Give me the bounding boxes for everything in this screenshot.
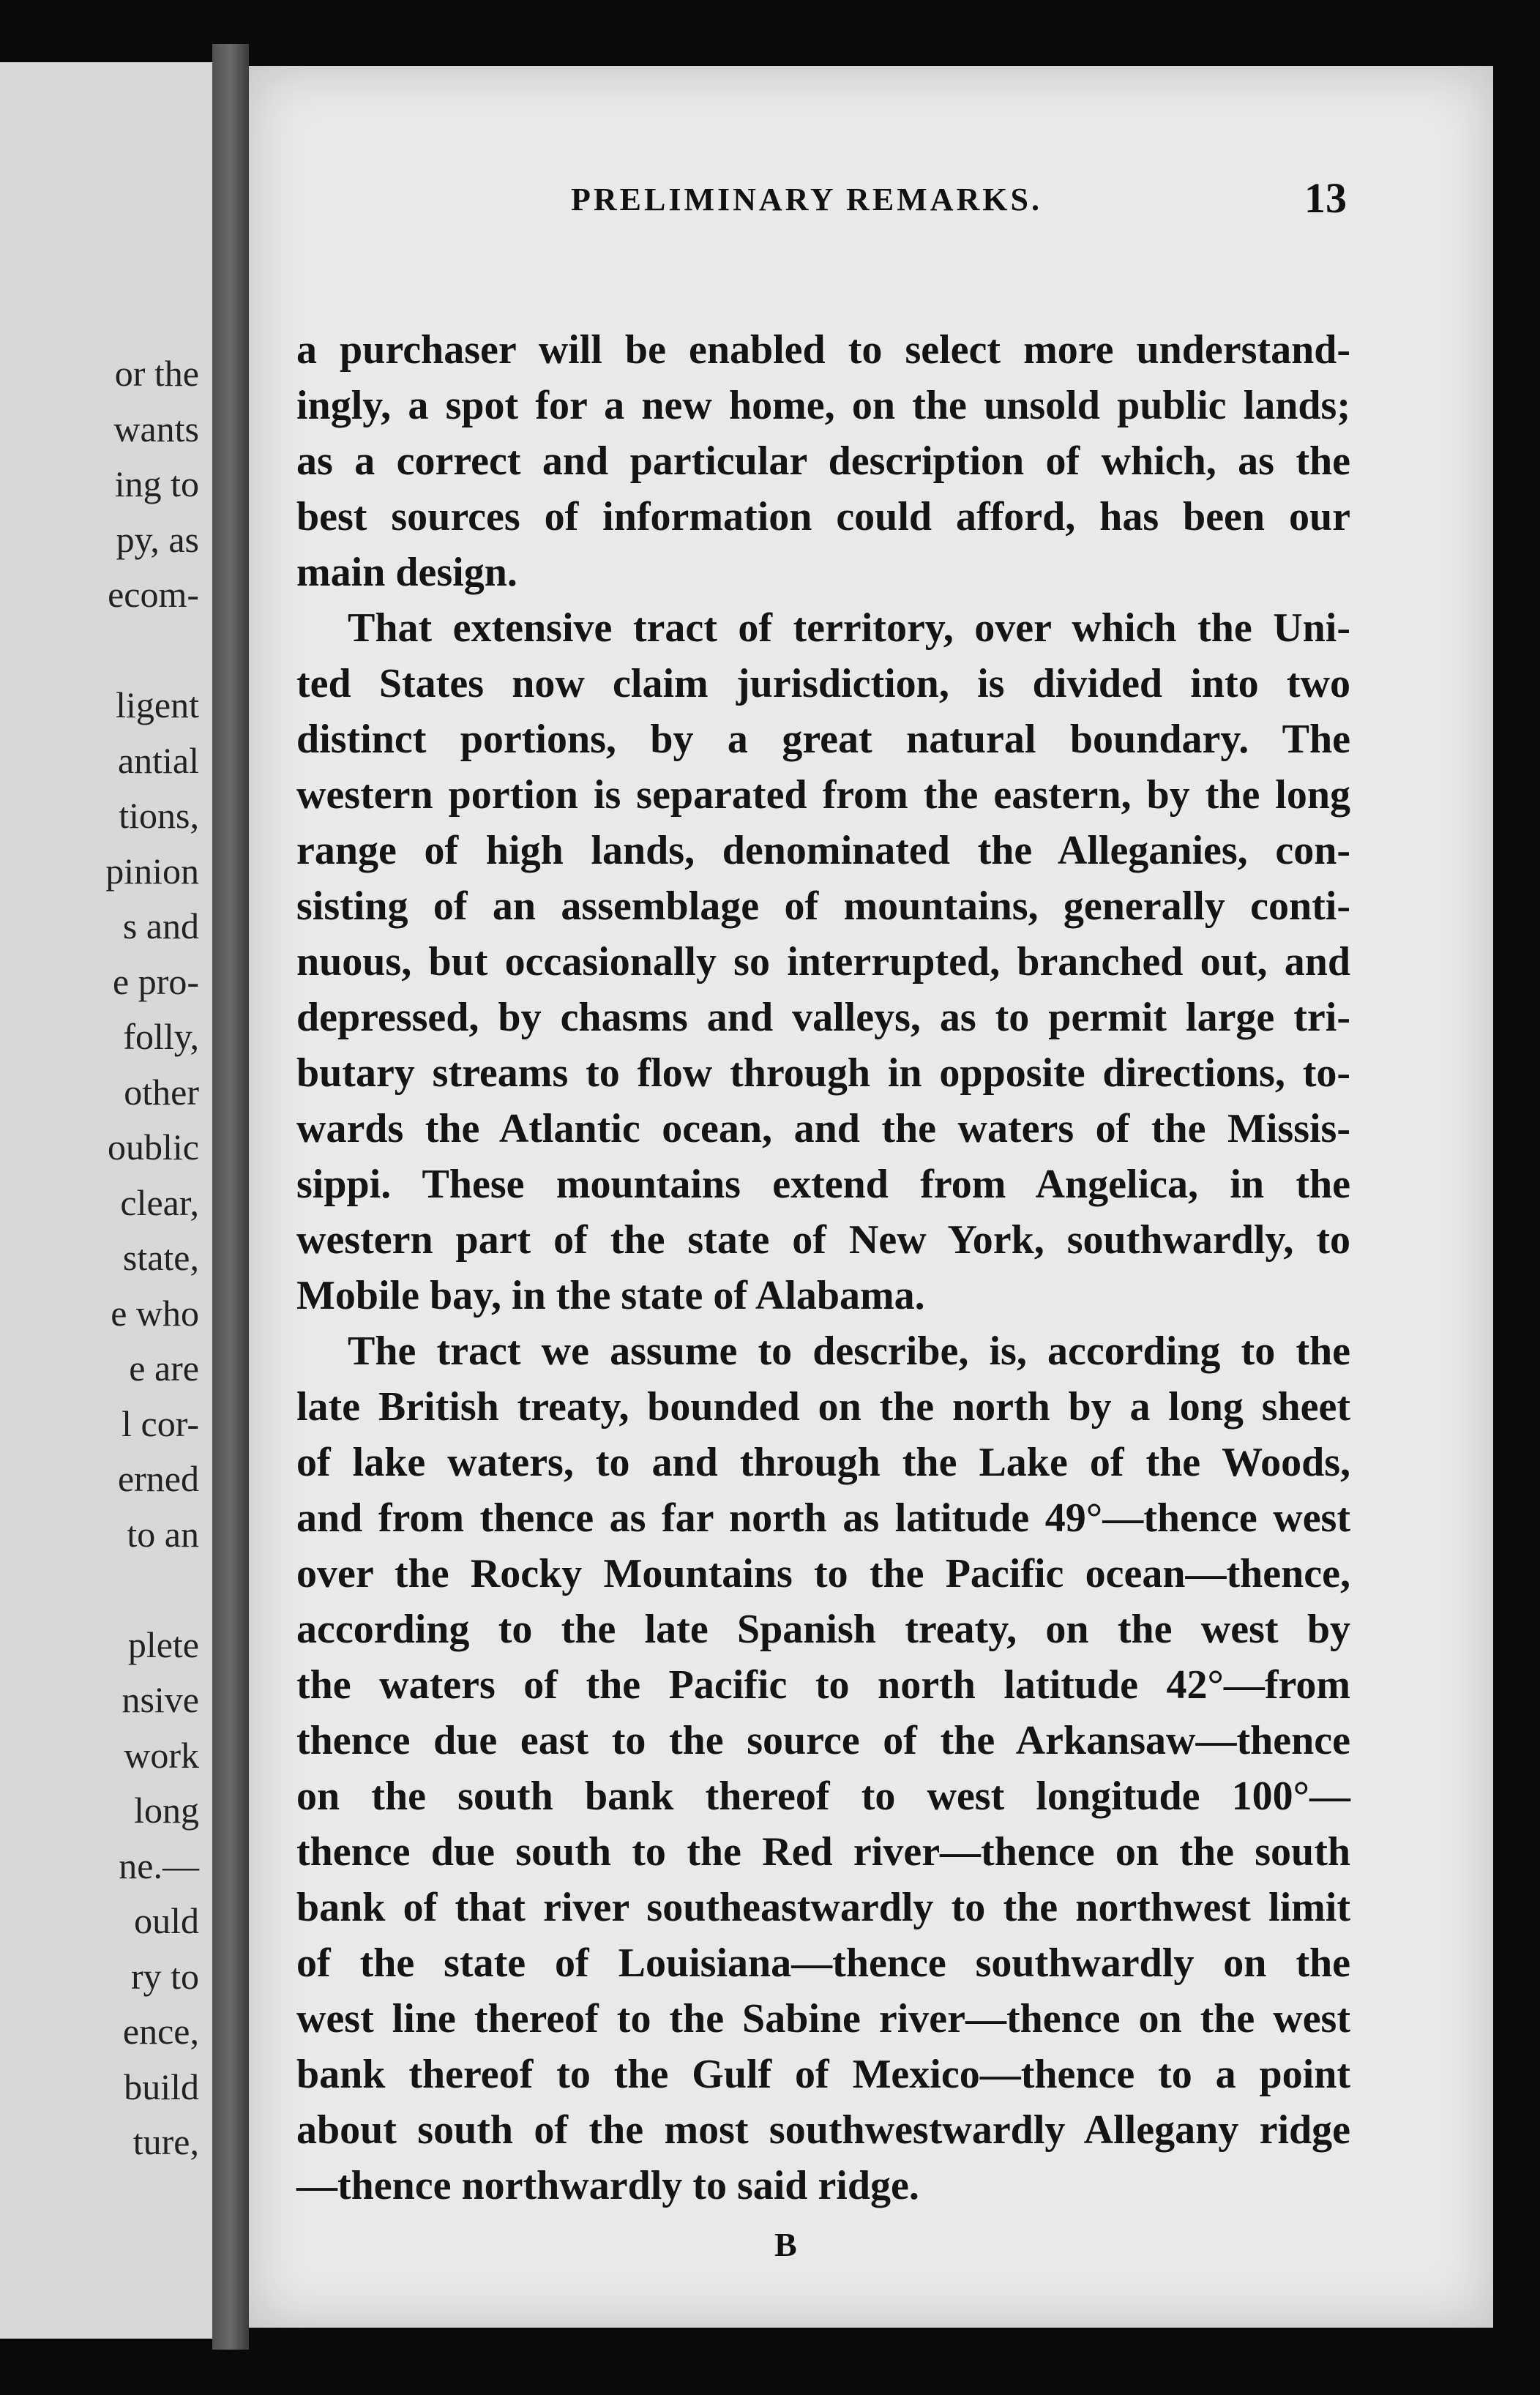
text-line: The tract we assume to describe, is, according to the (348, 1329, 1350, 1374)
left-page-fragment: py, as (116, 518, 199, 560)
text-line: ingly, a spot for a new home, on the unsold public lands; (296, 383, 1350, 428)
text-line: main design. (296, 550, 517, 595)
left-page-fragment: to an (127, 1513, 199, 1555)
left-page-fragment: ence, (122, 2011, 199, 2052)
text-line: depressed, by chasms and valleys, as to permit large tri- (296, 995, 1350, 1040)
text-line: best sources of information could afford, has been our (296, 494, 1350, 539)
left-page-fragment: oublic (108, 1126, 199, 1167)
left-page-fragment: nsive (122, 1679, 199, 1720)
text-line: sippi. These mountains extend from Angelica, in the (296, 1162, 1350, 1207)
left-page-fragment: other (124, 1071, 199, 1113)
left-page-fragment: e who (111, 1292, 199, 1334)
paragraph (296, 600, 1350, 1323)
left-page-fragment: state, (122, 1237, 199, 1278)
text-line: butary streams to flow through in opposite directions, to- (296, 1050, 1350, 1096)
left-page-fragment: clear, (120, 1181, 199, 1223)
text-line: Mobile bay, in the state of Alabama. (296, 1273, 925, 1318)
text-line: western portion is separated from the eastern, by the long (296, 772, 1350, 818)
text-line: the waters of the Pacific to north latitude 42°—from (296, 1662, 1350, 1708)
left-page-fragment: or the (114, 353, 199, 394)
text-line: according to the late Spanish treaty, on the west by (296, 1607, 1350, 1652)
text-line: and from thence as far north as latitude 49°—thence west (296, 1495, 1350, 1541)
text-line: as a correct and particular description of which, as the (296, 438, 1350, 484)
text-line: That extensive tract of territory, over which the Uni- (348, 605, 1350, 651)
left-page-fragment: plete (127, 1624, 199, 1665)
left-page-fragment: antial (117, 739, 199, 781)
text-line: ted States now claim jurisdiction, is divided into two (296, 661, 1350, 706)
text-line: bank of that river southeastwardly to the northwest limit (296, 1885, 1350, 1930)
body-text (296, 322, 1350, 2213)
left-page-fragment: ture, (132, 2121, 199, 2162)
left-page-fragment: ne.— (119, 1845, 199, 1886)
text-line: of the state of Louisiana—thence southwardly on the (296, 1940, 1350, 1986)
left-page-fragment: work (124, 1734, 199, 1776)
text-line: —thence northwardly to said ridge. (296, 2163, 919, 2208)
text-line: sisting of an assemblage of mountains, generally conti- (296, 883, 1350, 929)
left-page-fragment: ecom- (108, 574, 199, 615)
left-page-fragment: pinion (105, 850, 199, 892)
text-line: wards the Atlantic ocean, and the waters of the Missis- (296, 1106, 1350, 1151)
paragraph (296, 1323, 1350, 2213)
left-page-fragment: build (124, 2066, 199, 2107)
text-line: nuous, but occasionally so interrupted, branched out, and (296, 939, 1350, 984)
signature-mark: B (774, 2226, 797, 2263)
text-line: western part of the state of New York, southwardly, to (296, 1217, 1350, 1263)
text-line: thence due east to the source of the Arkansaw—thence (296, 1718, 1350, 1763)
left-page-fragment: ing to (114, 463, 199, 504)
text-line: west line thereof to the Sabine river—thence on the west (296, 1996, 1350, 2041)
text-line: of lake waters, to and through the Lake of the Woods, (296, 1440, 1350, 1485)
left-page-fragment: e pro- (113, 960, 199, 1002)
text-line: range of high lands, denominated the Alleganies, con- (296, 828, 1350, 873)
text-line: distinct portions, by a great natural boundary. The (296, 717, 1350, 762)
text-line: thence due south to the Red river—thence on the south (296, 1829, 1350, 1875)
left-page-fragment: e are (129, 1348, 199, 1389)
left-page-fragment: erned (117, 1458, 199, 1499)
left-page-fragment: wants (113, 408, 199, 449)
running-head: PRELIMINARY REMARKS. (571, 182, 1042, 217)
text-line: late British treaty, bounded on the north by a long sheet (296, 1384, 1350, 1430)
left-page-fragment: ould (134, 1900, 199, 1941)
left-page-fragment: tions, (119, 795, 199, 836)
page-number: 13 (1304, 174, 1347, 222)
paragraph (296, 322, 1350, 600)
left-page-fragment: ligent (116, 684, 199, 725)
text-line: a purchaser will be enabled to select more understand- (296, 327, 1350, 373)
left-page-fragment: long (134, 1790, 199, 1831)
left-page (0, 62, 218, 2339)
text-line: on the south bank thereof to west longitude 100°— (296, 1774, 1350, 1819)
book-gutter (212, 44, 249, 2350)
left-page-fragment: folly, (123, 1016, 199, 1057)
text-line: bank thereof to the Gulf of Mexico—thence to a point (296, 2052, 1350, 2097)
left-page-fragment: l cor- (122, 1402, 199, 1444)
text-line: over the Rocky Mountains to the Pacific ocean—thence, (296, 1551, 1350, 1596)
left-page-fragment: s and (122, 905, 199, 946)
text-line: about south of the most southwestwardly Allegany ridge (296, 2107, 1350, 2153)
left-page-fragment: ry to (130, 1955, 199, 1997)
